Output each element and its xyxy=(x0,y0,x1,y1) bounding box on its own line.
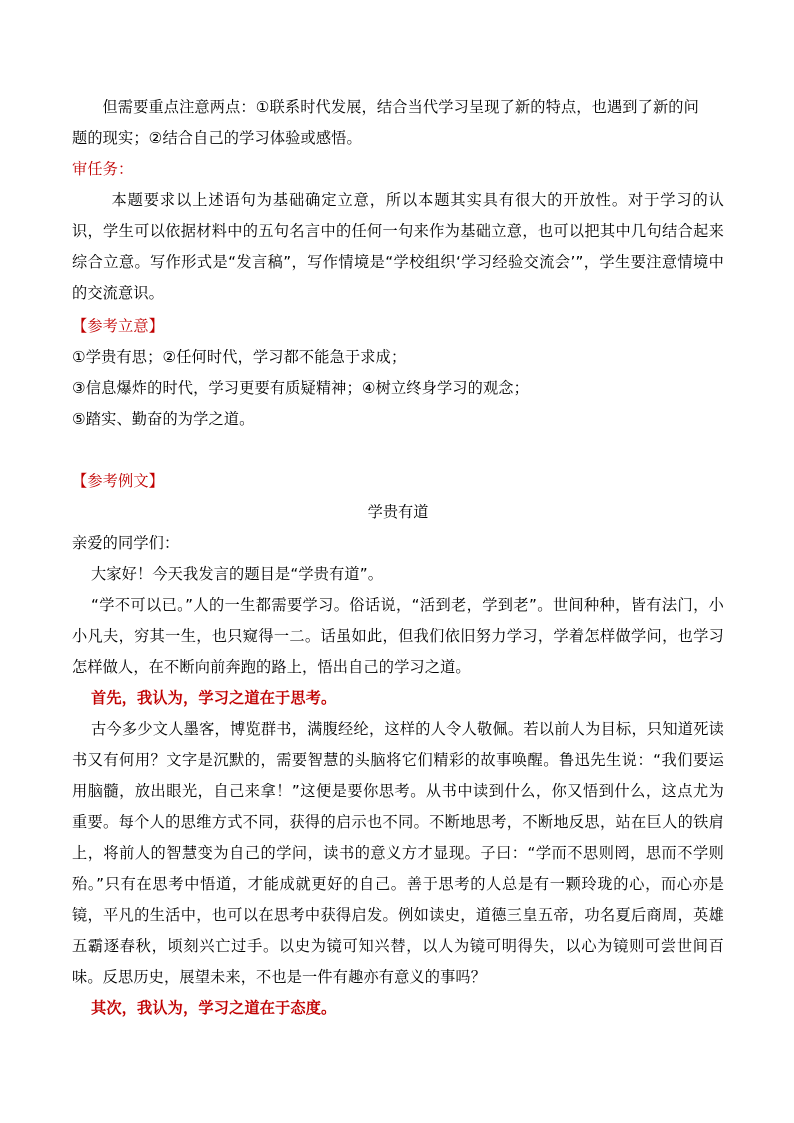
essay-title: 学贵有道 xyxy=(367,503,429,521)
document-page xyxy=(72,92,724,1024)
reference-ideas-heading: 【参考立意】 xyxy=(72,317,165,335)
essay-paragraph-2: 古今多少文人墨客，博览群书，满腹经纶，这样的人令人敬佩。若以前人为目标，只知道死读书又有何用？文字是沉默的，需要智慧的头脑将它们精彩的故事唤醒。鲁迅先生说：“我们要运用脑髓，放出眼光，自己来拿！”这便是要你思考。从书中读到什么，你又悟到什么，这点尤为重要。每个人的思维方式不同，获得的启示也不同。不断地思考，不断地反思，站在巨人的铁肩上，将前人的智慧变为自己的学问，读书的意义方才显现。子曰：“学而不思则罔，思而不学则殆。”只有在思考中悟道，才能成就更好的自己。善于思考的人总是有一颗玲珑的心，而心亦是镜，平凡的生活中，也可以在思考中获得启发。例如读史，道德三皇五帝，功名夏后商周，英雄五霸逐春秋，顷刻兴亡过手。以史为镜可知兴替，以人为镜可明得失，以心为镜则可尝世间百味。反思历史，展望未来，不也是一件有趣亦有意义的事吗？ xyxy=(72,720,724,986)
essay-greeting: 大家好！今天我发言的题目是“学贵有道”。 xyxy=(91,565,384,583)
task-heading: 审任务： xyxy=(72,160,134,178)
intro-line-1: 但需要重点注意两点：①联系时代发展，结合当代学习呈现了新的特点，也遇到了新的问 xyxy=(102,98,699,116)
essay-salutation: 亲爱的同学们： xyxy=(72,534,180,552)
task-paragraph: 本题要求以上述语句为基础确定立意，所以本题其实具有很大的开放性。对于学习的认识，学生可以依据材料中的五句名言中的任何一句来作为基础立意，也可以把其中几句结合起来综合立意。写作形式是“发言稿”，写作情境是“学校组织‘学习经验交流会’”，学生要注意情境中的交流意识。 xyxy=(72,191,724,302)
intro-line-2: 题的现实；②结合自己的学习体验或感悟。 xyxy=(72,129,362,147)
essay-point-2: 其次，我认为，学习之道在于态度。 xyxy=(91,999,337,1017)
reference-idea-item: ③信息爆炸的时代，学习更要有质疑精神；④树立终身学习的观念； xyxy=(72,379,529,397)
reference-idea-item: ①学贵有思；②任何时代，学习都不能急于求成； xyxy=(72,348,407,366)
reference-idea-item: ⑤踏实、勤奋的为学之道。 xyxy=(72,410,255,428)
sample-essay-heading: 【参考例文】 xyxy=(72,472,165,490)
essay-paragraph-1: “学不可以已。”人的一生都需要学习。俗话说，“活到老，学到老”。世间种种，皆有法门，小小凡夫，穷其一生，也只窥得一二。话虽如此，但我们依旧努力学习，学着怎样做学问，也学习怎样做人，在不断向前奔跑的路上，悟出自己的学习之道。 xyxy=(72,596,724,676)
essay-point-1: 首先，我认为，学习之道在于思考。 xyxy=(91,689,337,707)
